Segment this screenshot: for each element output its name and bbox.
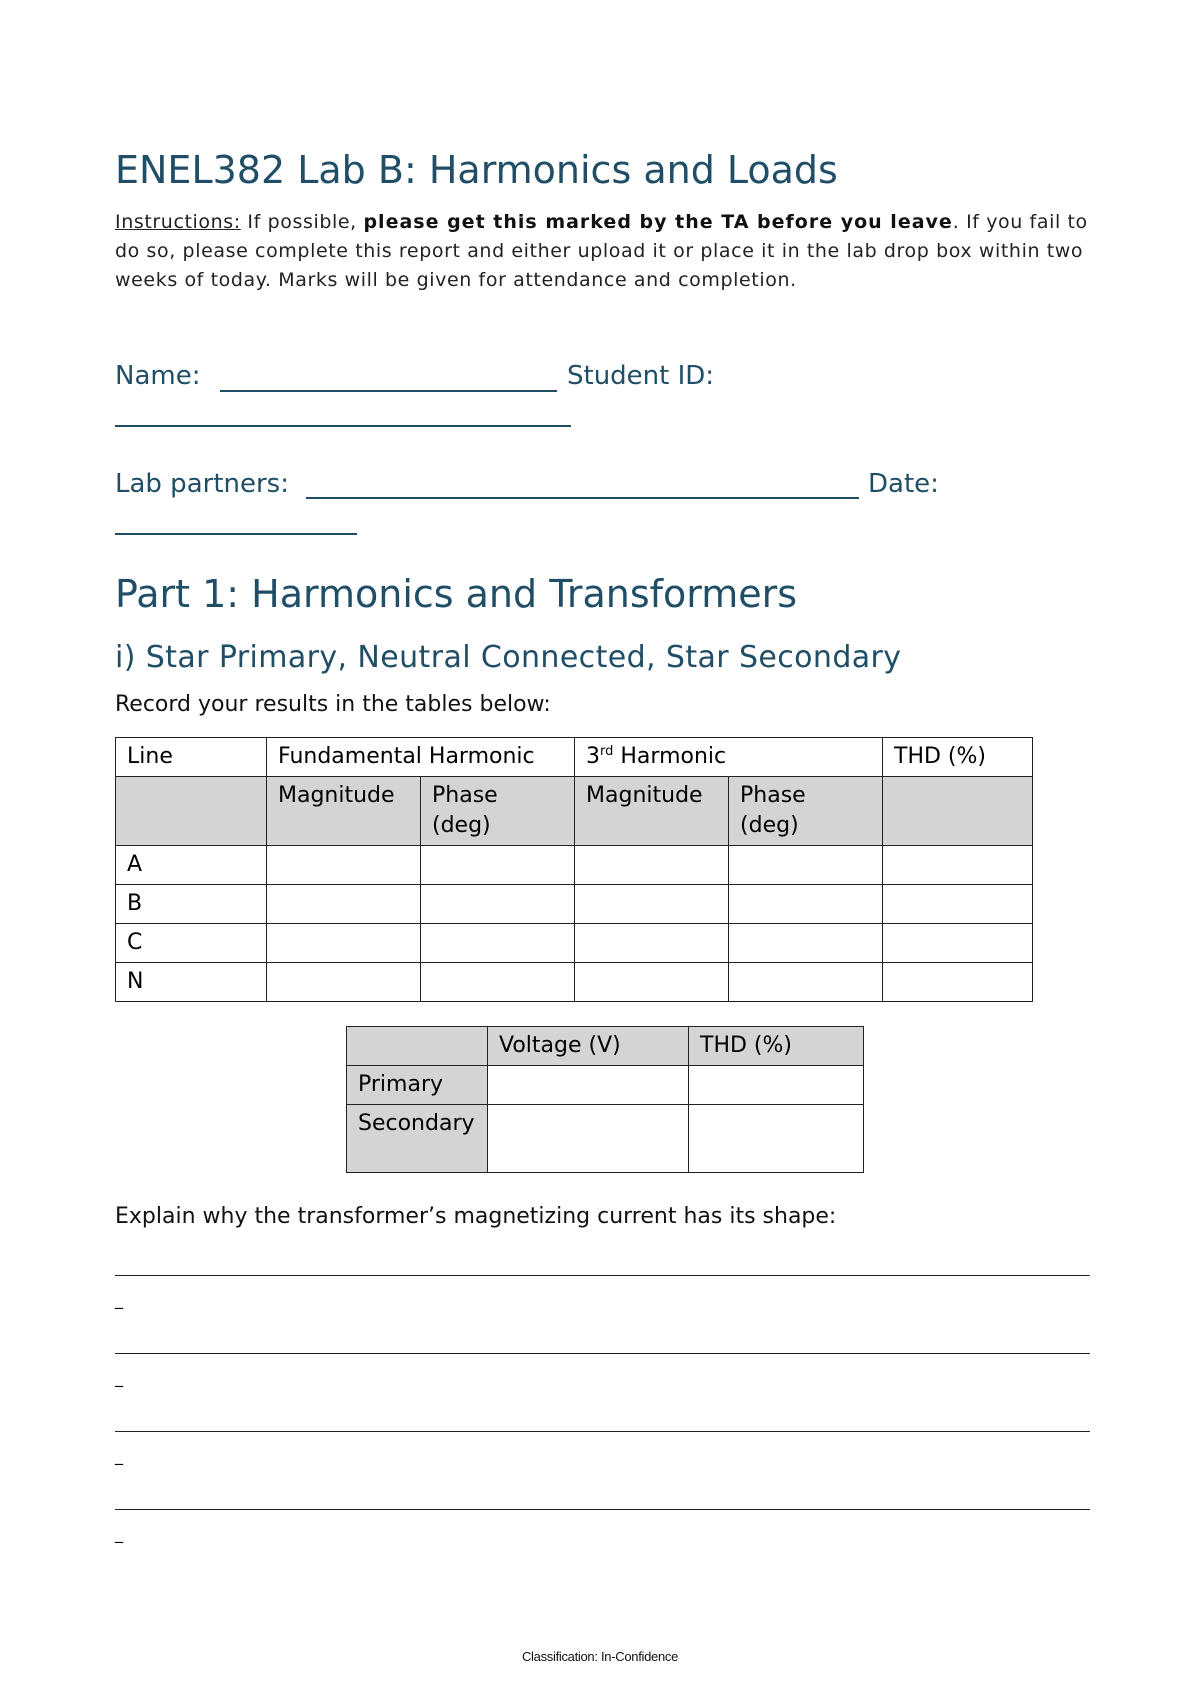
answer-line-dash: _ — [115, 1368, 123, 1387]
row-label: A — [116, 846, 267, 885]
row-label: C — [116, 924, 267, 963]
instructions-text-before: If possible, — [240, 211, 364, 233]
date-label: Date: — [868, 469, 939, 499]
answer-line-dash: _ — [115, 1446, 123, 1465]
input-cell[interactable] — [267, 846, 421, 885]
header-fundamental: Fundamental Harmonic — [267, 738, 575, 777]
header-voltage: Voltage (V) — [488, 1027, 689, 1066]
header-third-phase: Phase (deg) — [729, 777, 883, 846]
classification-footer: Classification: In-Confidence — [521, 1649, 679, 1664]
part1-heading: Part 1: Harmonics and Transformers — [115, 572, 798, 616]
input-cell[interactable] — [421, 924, 575, 963]
header-blank-thd — [883, 777, 1033, 846]
row-label-secondary: Secondary — [347, 1105, 488, 1173]
answer-line-dash: _ — [115, 1290, 123, 1309]
input-cell[interactable] — [575, 963, 729, 1002]
page-title: ENEL382 Lab B: Harmonics and Loads — [115, 148, 838, 192]
input-cell[interactable] — [689, 1105, 864, 1173]
input-cell[interactable] — [488, 1105, 689, 1173]
header-third-harmonic: 3rd Harmonic — [575, 738, 883, 777]
table-row — [116, 846, 1033, 885]
voltage-header-blank — [347, 1027, 488, 1066]
voltage-table — [346, 1026, 864, 1173]
input-cell[interactable] — [421, 846, 575, 885]
table-row — [116, 885, 1033, 924]
input-cell[interactable] — [729, 846, 883, 885]
date-field[interactable] — [115, 533, 357, 535]
input-cell[interactable] — [575, 885, 729, 924]
explain-prompt: Explain why the transformer’s magnetizing current has its shape: — [115, 1204, 837, 1229]
input-cell[interactable] — [421, 885, 575, 924]
answer-line[interactable] — [115, 1431, 1090, 1432]
input-cell[interactable] — [883, 885, 1033, 924]
input-cell[interactable] — [729, 885, 883, 924]
row-label: B — [116, 885, 267, 924]
answer-line-dash: _ — [115, 1524, 123, 1543]
answer-line[interactable] — [115, 1509, 1090, 1510]
instructions-text-after: . If you fail to do so, please complete this report and either upload it or place it in the lab drop box within two weeks of today. Marks will be given for attendance and completion. — [115, 211, 1088, 291]
table-row — [347, 1066, 864, 1105]
name-label: Name: — [115, 361, 201, 391]
section-i-heading: i) Star Primary, Neutral Connected, Star Secondary — [115, 640, 902, 675]
header-line: Line — [116, 738, 267, 777]
record-prompt: Record your results in the tables below: — [115, 692, 551, 717]
input-cell[interactable] — [267, 924, 421, 963]
input-cell[interactable] — [729, 924, 883, 963]
header-voltage-thd: THD (%) — [689, 1027, 864, 1066]
lab-partners-field[interactable] — [306, 497, 859, 499]
input-cell[interactable] — [883, 924, 1033, 963]
student-id-label: Student ID: — [567, 361, 715, 391]
harmonics-table — [115, 737, 1033, 1002]
input-cell[interactable] — [575, 846, 729, 885]
header-fundamental-phase: Phase (deg) — [421, 777, 575, 846]
table-row — [116, 924, 1033, 963]
answer-line[interactable] — [115, 1275, 1090, 1276]
name-field[interactable] — [220, 390, 557, 392]
input-cell[interactable] — [267, 885, 421, 924]
input-cell[interactable] — [575, 924, 729, 963]
student-id-field[interactable] — [115, 425, 571, 427]
input-cell[interactable] — [883, 846, 1033, 885]
table-row — [347, 1105, 864, 1173]
lab-partners-label: Lab partners: — [115, 469, 289, 499]
input-cell[interactable] — [267, 963, 421, 1002]
header-blank-cell — [116, 777, 267, 846]
instructions-bold-text: please get this marked by the TA before you leave — [363, 211, 953, 233]
input-cell[interactable] — [689, 1066, 864, 1105]
row-label-primary: Primary — [347, 1066, 488, 1105]
input-cell[interactable] — [729, 963, 883, 1002]
row-label: N — [116, 963, 267, 1002]
answer-line[interactable] — [115, 1353, 1090, 1354]
header-third-magnitude: Magnitude — [575, 777, 729, 846]
header-thd: THD (%) — [883, 738, 1033, 777]
input-cell[interactable] — [883, 963, 1033, 1002]
header-fundamental-magnitude: Magnitude — [267, 777, 421, 846]
instructions-label: Instructions: — [115, 211, 241, 233]
input-cell[interactable] — [488, 1066, 689, 1105]
table-row — [116, 963, 1033, 1002]
input-cell[interactable] — [421, 963, 575, 1002]
instructions-paragraph — [115, 208, 1090, 295]
